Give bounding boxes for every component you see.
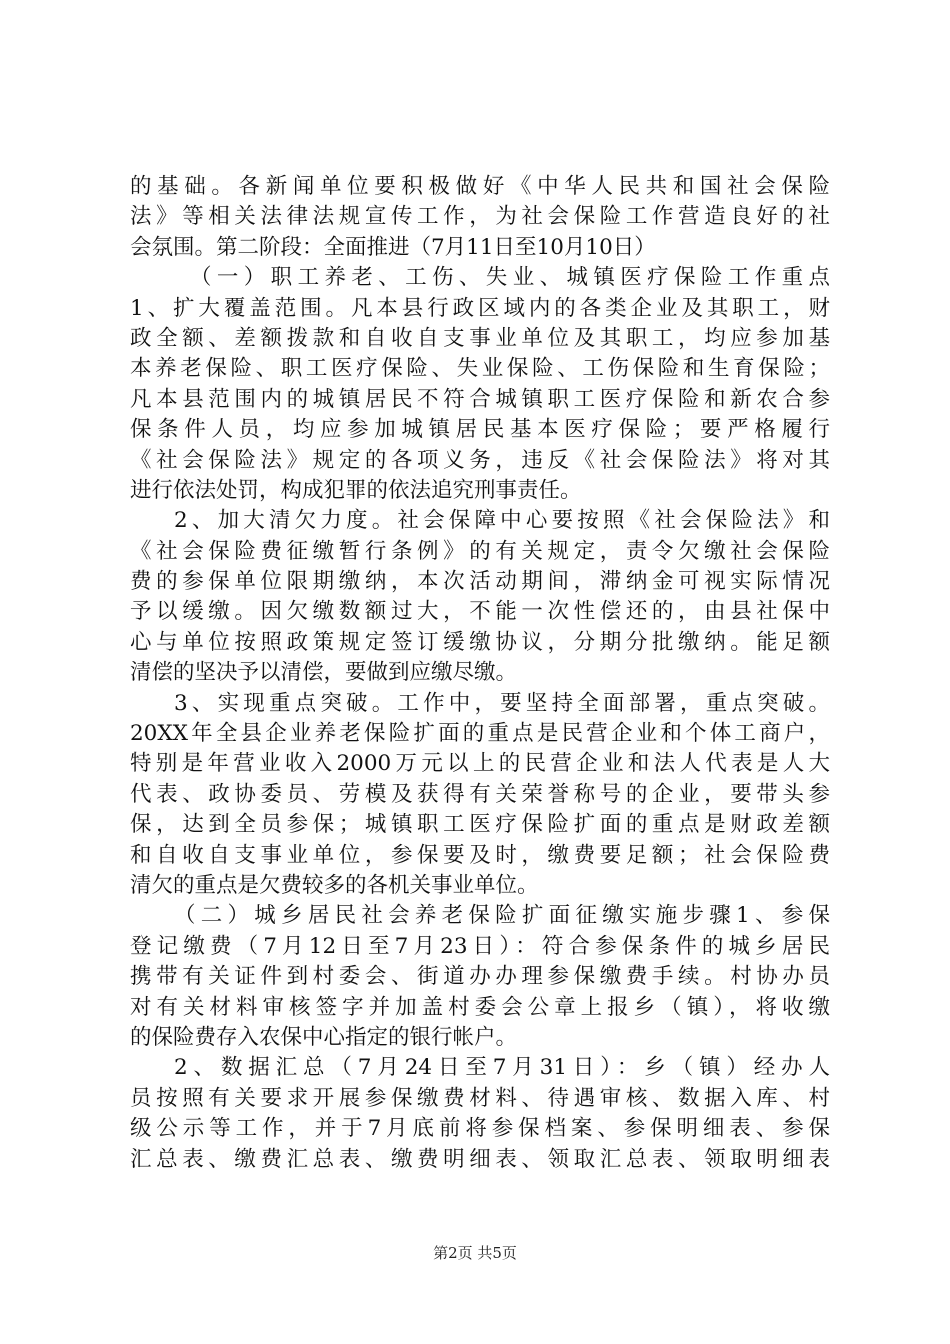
text-line: 携带有关证件到村委会、街道办办理参保缴费手续。村协办员 [130, 964, 830, 990]
text-line: 保条件人员，均应参加城镇居民基本医疗保险；要严格履行 [130, 417, 830, 443]
page-footer: 第2页 共5页 [433, 1244, 517, 1262]
text-line: 本养老保险、职工医疗保险、失业保险、工伤保险和生育保险； [130, 356, 830, 382]
text-line: 员按照有关要求开展参保缴费材料、待遇审核、数据入库、村 [130, 1085, 830, 1111]
text-line: 2、数据汇总（7月24日至7月31日）：乡（镇）经办人 [174, 1055, 830, 1081]
text-line: 保，达到全员参保；城镇职工医疗保险扩面的重点是财政差额 [130, 812, 830, 838]
text-line: 会氛围。第二阶段：全面推进（7月11日至10月10日） [130, 234, 656, 260]
text-line: 3、实现重点突破。工作中，要坚持全面部署，重点突破。 [174, 690, 830, 716]
text-line: 2、加大清欠力度。社会保障中心要按照《社会保险法》和 [174, 508, 830, 534]
text-line: 汇总表、缴费汇总表、缴费明细表、领取汇总表、领取明细表 [130, 1146, 830, 1172]
text-line: 1、扩大覆盖范围。凡本县行政区域内的各类企业及其职工，财 [130, 295, 830, 321]
text-line: 心与单位按照政策规定签订缓缴协议，分期分批缴纳。能足额 [130, 629, 830, 655]
text-line: （二）城乡居民社会养老保险扩面征缴实施步骤1、参保 [174, 903, 830, 929]
text-line: 政全额、差额拨款和自收自支事业单位及其职工，均应参加基 [130, 325, 830, 351]
text-line: 《社会保险费征缴暂行条例》的有关规定，责令欠缴社会保险 [130, 538, 830, 564]
text-line: 费的参保单位限期缴纳，本次活动期间，滞纳金可视实际情况 [130, 569, 830, 595]
text-line: 清偿的坚决予以清偿，要做到应缴尽缴。 [130, 660, 518, 686]
text-line: 代表、政协委员、劳模及获得有关荣誉称号的企业，要带头参 [130, 781, 830, 807]
text-line: 进行依法处罚，构成犯罪的依法追究刑事责任。 [130, 477, 582, 503]
text-line: 和自收自支事业单位，参保要及时，缴费要足额；社会保险费 [130, 842, 830, 868]
text-line: 登记缴费（7月12日至7月23日）：符合参保条件的城乡居民 [130, 933, 830, 959]
text-line: （一）职工养老、工伤、失业、城镇医疗保险工作重点 [190, 265, 830, 291]
text-line: 凡本县范围内的城镇居民不符合城镇职工医疗保险和新农合参 [130, 386, 830, 412]
text-line: 特别是年营业收入2000万元以上的民营企业和法人代表是人大 [130, 751, 830, 777]
text-line: 清欠的重点是欠费较多的各机关事业单位。 [130, 872, 539, 898]
text-line: 20XX年全县企业养老保险扩面的重点是民营企业和个体工商户， [130, 721, 830, 747]
text-line: 《社会保险法》规定的各项义务，违反《社会保险法》将对其 [130, 447, 830, 473]
text-line: 的保险费存入农保中心指定的银行帐户。 [130, 1024, 518, 1050]
text-line: 级公示等工作，并于7月底前将参保档案、参保明细表、参保 [130, 1116, 830, 1142]
text-line: 法》等相关法律法规宣传工作，为社会保险工作营造良好的社 [130, 204, 830, 230]
text-line: 对有关材料审核签字并加盖村委会公章上报乡（镇），将收缴 [130, 994, 830, 1020]
text-line: 予以缓缴。因欠缴数额过大，不能一次性偿还的，由县社保中 [130, 599, 830, 625]
document-body [130, 172, 830, 1175]
text-line: 的基础。各新闻单位要积极做好《中华人民共和国社会保险 [130, 174, 830, 199]
